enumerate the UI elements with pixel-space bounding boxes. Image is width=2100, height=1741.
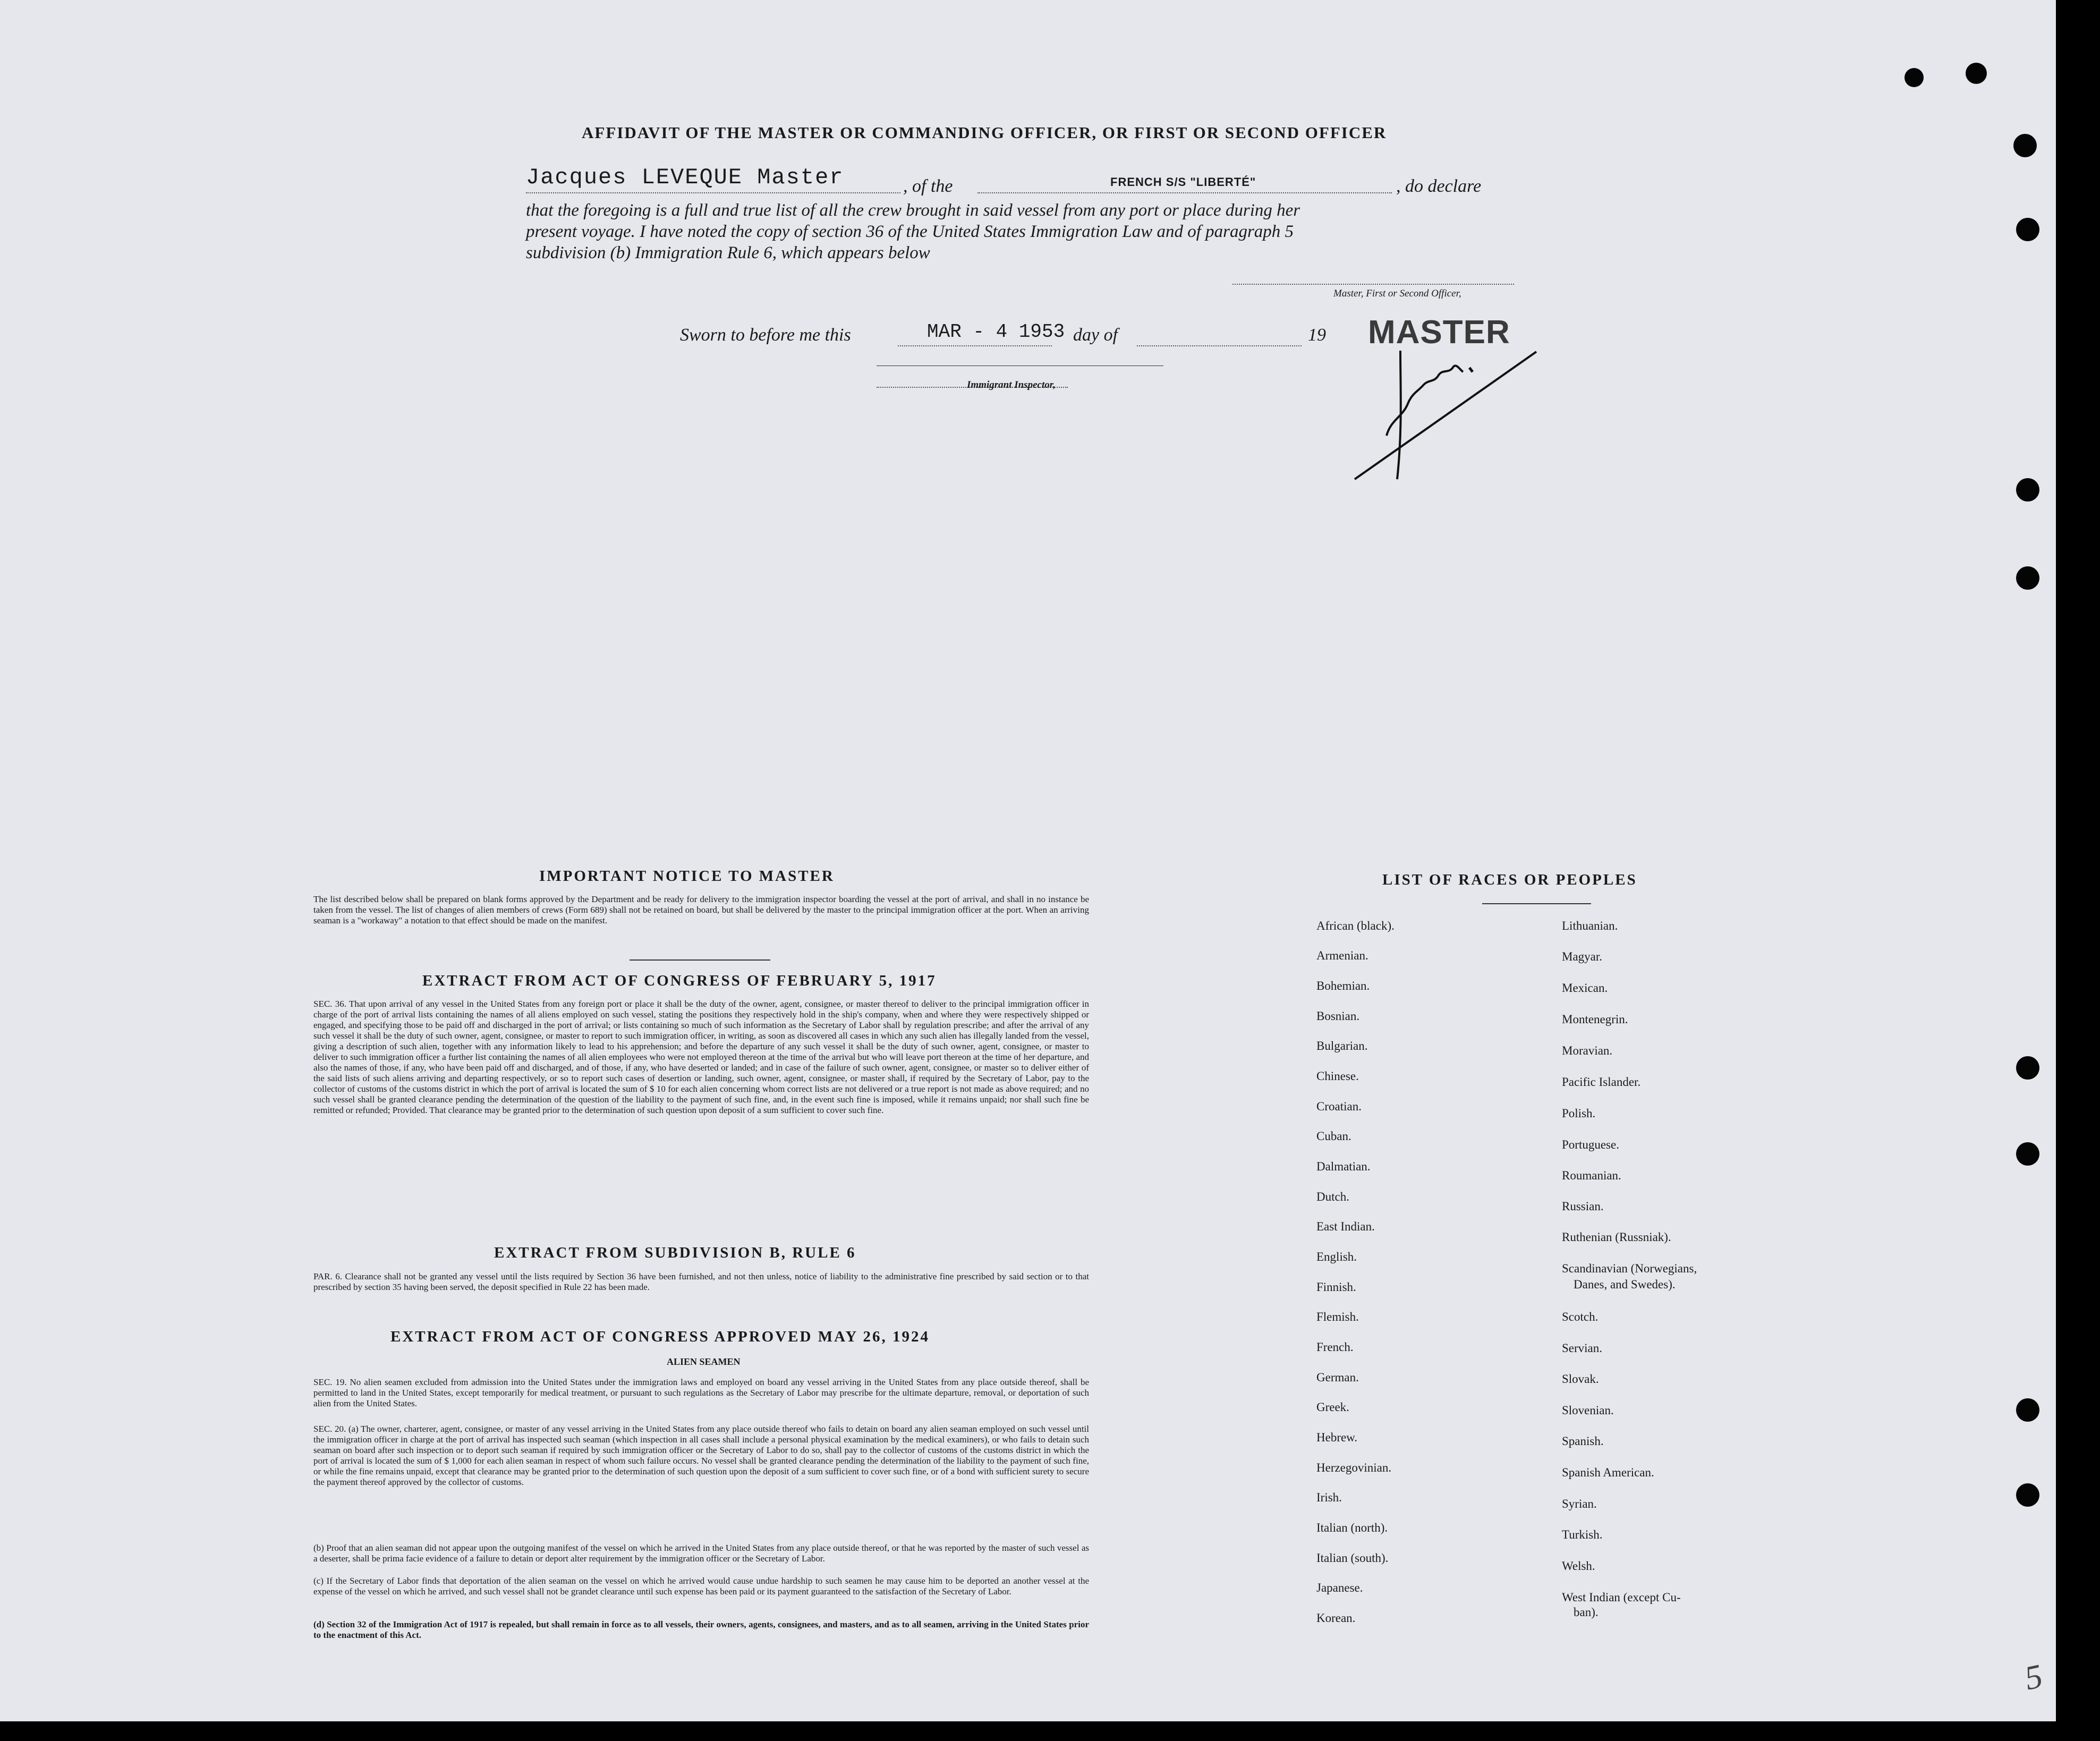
punch-hole bbox=[2016, 1056, 2039, 1080]
race-item: Bohemian. bbox=[1316, 979, 1370, 992]
race-item: African (black). bbox=[1316, 919, 1395, 932]
of-the-label: , of the bbox=[903, 176, 953, 196]
punch-hole bbox=[2016, 478, 2039, 502]
punch-hole bbox=[2013, 134, 2037, 157]
extract-1924-sec20c: (c) If the Secretary of Labor finds that deportation of the alien seaman on the vessel on which he arrived would cause undue hardship to such seamen he may cause him to be deported an another vessel at the expense of the vessel on which he arrived, and such vessel shall not be grandet clearance until such expense has been paid or its payment guaranteed to the satisfaction of the Secretary of Labor. bbox=[313, 1576, 1089, 1596]
declaration-line-3: subdivision (b) Immigration Rule 6, which appears below bbox=[526, 243, 930, 262]
race-item: Bosnian. bbox=[1316, 1009, 1360, 1023]
date-line bbox=[898, 345, 1052, 346]
officer-caption: Master, First or Second Officer, bbox=[1333, 288, 1461, 299]
margin-page-mark: 5 bbox=[2021, 1657, 2046, 1697]
race-item: Herzegovinian. bbox=[1316, 1461, 1392, 1474]
punch-hole bbox=[2016, 1398, 2039, 1422]
race-item: Italian (north). bbox=[1316, 1521, 1388, 1534]
vessel-name: FRENCH S/S "LIBERTÉ" bbox=[1110, 175, 1256, 189]
alien-seamen-subtitle: ALIEN SEAMEN bbox=[667, 1356, 741, 1367]
race-item: Pacific Islander. bbox=[1562, 1075, 1641, 1089]
race-item: Cuban. bbox=[1316, 1129, 1351, 1143]
extract-rule6-title: EXTRACT FROM SUBDIVISION B, RULE 6 bbox=[494, 1244, 856, 1261]
sworn-label: Sworn to before me this bbox=[680, 325, 851, 345]
race-item: Mexican. bbox=[1562, 981, 1608, 995]
do-declare-label: , do declare bbox=[1396, 176, 1482, 196]
race-item: Slovak. bbox=[1562, 1372, 1599, 1386]
race-item: Lithuanian. bbox=[1562, 919, 1618, 932]
race-item: Bulgarian. bbox=[1316, 1039, 1368, 1052]
extract-1917-text: SEC. 36. That upon arrival of any vessel in the United States from any foreign port or place it shall be the duty of the owner, agent, consignee, or master thereof to deliver to the principal immigration officer in charge of the port of arrival lists containing the names of all aliens employed on such vessel, stating the positions they respectively hold in the ship's company, when and where they were respectively shipped or engaged, and specifying those to be paid off and discharged in the port of arrival; or lists containing so much of such information as the Secretary of Labor shall by regulation prescribe; and after the arrival of any such vessel it shall be the duty of such owner, agent, consignee, or master to report to such immigration officer, in writing, as soon as discovered all cases in which any such alien has illegally landed from the vessel, giving a description of such alien, together with any information likely to lead to his apprehension; and before the departure of any such vessel it shall be the duty of such owner, agent, consignee, or master to deliver to such immigration officer a further list containing the names of all alien employees who were not employed thereon at the time of the arrival but who will leave port thereon at the time of her departure, and also the names of those, if any, who have been paid off and discharged, and of those, if any, who have deserted or landed; and in case of the failure of such owner, agent, consignee, or master so to deliver either of the said lists of such aliens arriving and departing respectively, or so to report such cases of desertion or landing, such owner, agent, consignee, or master shall, if required by the Secretary of Labor, pay to the collector of customs of the customs district in which the port of arrival is located the sum of $ 10 for each alien concerning whom correct lists are not delivered or a true report is not made as above required; and no such vessel shall be granted clearance pending the determination of the question of the liability to the payment of such fine, and, in the event such fine is imposed, while it remains unpaid; nor shall such fine be remitted or refunded; Provided. That clearance may be granted prior to the determination of such question upon deposit of a sum sufficient to cover such fine. bbox=[313, 999, 1089, 1115]
handwritten-signature bbox=[1349, 340, 1551, 483]
month-line bbox=[1137, 345, 1302, 346]
race-item: Italian (south). bbox=[1316, 1551, 1389, 1565]
scan-border-bottom bbox=[0, 1724, 2100, 1741]
extract-rule6-text: PAR. 6. Clearance shall not be granted any vessel until the lists required by Section 36 have been furnished, and not then unless, notice of liability to the administrative fine prescribed by said section or to that prescribed by section 35 having been served, the deposit specified in Rule 22 has been made. bbox=[313, 1271, 1089, 1292]
race-item: Russian. bbox=[1562, 1200, 1604, 1213]
extract-1924-sec19: SEC. 19. No alien seamen excluded from admission into the United States under the immigration laws and employed on board any vessel arriving in the United States from any place outside thereof, shall be permitted to land in the United States, except temporarily for medical treatment, or pursuant to such regulations as the Secretary of Labor may prescribe for the ultimate departure, removal, or deportation of such alien from the United States. bbox=[313, 1377, 1089, 1408]
notice-title: IMPORTANT NOTICE TO MASTER bbox=[539, 868, 835, 885]
master-stamp: MASTER bbox=[1368, 314, 1510, 351]
vessel-line bbox=[977, 192, 1392, 193]
race-item: Portuguese. bbox=[1562, 1138, 1619, 1151]
extract-1924-sec20d: (d) Section 32 of the Immigration Act of 1917 is repealed, but shall remain in force as to all vessels, their owners, agents, consignees, and masters, and as to all seamen, arriving in the United States prior to the enactment of this Act. bbox=[313, 1619, 1089, 1640]
race-item: Flemish. bbox=[1316, 1310, 1359, 1323]
race-item: Chinese. bbox=[1316, 1069, 1359, 1083]
race-item: Irish. bbox=[1316, 1491, 1342, 1504]
punch-hole bbox=[1905, 68, 1924, 87]
declarant-line bbox=[526, 192, 900, 193]
race-item: Welsh. bbox=[1562, 1559, 1595, 1573]
scan-border-right bbox=[2056, 0, 2100, 1741]
affidavit-title: AFFIDAVIT OF THE MASTER OR COMMANDING OFFICER, OR FIRST OR SECOND OFFICER bbox=[582, 123, 1387, 142]
extract-1924-title: EXTRACT FROM ACT OF CONGRESS APPROVED MAY 26, 1924 bbox=[390, 1328, 930, 1345]
race-item: Japanese. bbox=[1316, 1581, 1363, 1594]
declaration-line-1: that the foregoing is a full and true list of all the crew brought in said vessel from any port or place during her bbox=[526, 201, 1300, 220]
race-item: ban). bbox=[1574, 1606, 1599, 1619]
race-item: Ruthenian (Russniak). bbox=[1562, 1230, 1671, 1244]
race-item: Hebrew. bbox=[1316, 1431, 1358, 1444]
race-item: Spanish. bbox=[1562, 1434, 1604, 1448]
races-title: LIST OF RACES OR PEOPLES bbox=[1382, 871, 1637, 888]
race-item: Turkish. bbox=[1562, 1528, 1603, 1541]
race-item: Korean. bbox=[1316, 1611, 1356, 1625]
race-item: Polish. bbox=[1562, 1107, 1596, 1120]
notice-divider bbox=[630, 959, 770, 961]
race-item: West Indian (except Cu- bbox=[1562, 1591, 1681, 1604]
race-item: Scotch. bbox=[1562, 1310, 1599, 1323]
declaration-line-2: present voyage. I have noted the copy of section 36 of the United States Immigration Law and of paragraph 5 bbox=[526, 222, 1294, 241]
race-item: Dutch. bbox=[1316, 1190, 1349, 1203]
extract-1917-title: EXTRACT FROM ACT OF CONGRESS OF FEBRUARY 5, 1917 bbox=[422, 972, 937, 989]
sworn-date: MAR - 4 1953 bbox=[927, 321, 1065, 343]
race-item: Finnish. bbox=[1316, 1280, 1356, 1294]
race-item: Slovenian. bbox=[1562, 1404, 1614, 1417]
declarant-name: Jacques LEVEQUE Master bbox=[526, 165, 844, 190]
races-divider bbox=[1482, 903, 1591, 904]
race-item: Armenian. bbox=[1316, 949, 1368, 962]
race-item: Magyar. bbox=[1562, 950, 1603, 963]
punch-hole bbox=[2016, 218, 2039, 241]
race-item: Roumanian. bbox=[1562, 1169, 1621, 1182]
officer-signature-line bbox=[1232, 284, 1514, 285]
year-prefix: 19 bbox=[1308, 325, 1326, 345]
race-item: English. bbox=[1316, 1250, 1357, 1263]
race-item: Spanish American. bbox=[1562, 1466, 1654, 1479]
inspector-caption: Immigrant Inspector, bbox=[967, 379, 1056, 390]
race-item: French. bbox=[1316, 1340, 1354, 1354]
race-item: Scandinavian (Norwegians, bbox=[1562, 1262, 1697, 1275]
race-item: Moravian. bbox=[1562, 1044, 1613, 1057]
punch-hole bbox=[2016, 1483, 2039, 1507]
race-item: Croatian. bbox=[1316, 1100, 1362, 1113]
race-item: Greek. bbox=[1316, 1400, 1349, 1414]
race-item: Syrian. bbox=[1562, 1497, 1597, 1510]
punch-hole bbox=[1966, 63, 1987, 84]
punch-hole bbox=[2016, 1142, 2039, 1166]
extract-1924-sec20a: SEC. 20. (a) The owner, charterer, agent, consignee, or master of any vessel arriving in the United States from any place outside thereof who fails to detain on board any alien seaman employed on such vessel until the immigration officer in charge at the port of arrival has inspected such seaman (which inspection in all cases shall include a personal physical examination by the medical examiners), or who fails to detain such seaman on board after such inspection or to deport such seaman if required by such immigration officer or the Secretary of Labor to do so, shall pay to the collector of customs of the customs district in which the port of arrival is located the sum of $ 1,000 for each alien seaman in respect of whom such failure occurs. No vessel shall be granted clearance pending the determination of the liability to the payment of such fine, or while the fine remains unpaid, except that clearance may be granted prior to the determination of such question upon the deposit of a sum sufficient to cover such fine, or of a bond with sufficient surety to secure the payment thereof approved by the collector of customs. bbox=[313, 1424, 1089, 1487]
extract-1924-sec20b: (b) Proof that an alien seaman did not appear upon the outgoing manifest of the vessel on which he arrived in the United States from any place outside thereof, or that he was reported by the master of such vessel as a deserter, shall be prima facie evidence of a failure to detain or deport alter requirement by the immigration officer or the Secretary of Labor. bbox=[313, 1543, 1089, 1564]
punch-hole bbox=[2016, 566, 2039, 590]
notice-text: The list described below shall be prepared on blank forms approved by the Department and be ready for delivery to the immigration inspector boarding the vessel at the port of arrival, and shall in no instance be taken from the vessel. The list of changes of alien members of crews (Form 689) shall not be retained on board, but shall be delivered by the master to the principal immigration officer at the port. When an arriving seaman is a "workaway" a notation to that effect should be made on the manifest. bbox=[313, 894, 1089, 925]
race-item: Montenegrin. bbox=[1562, 1013, 1628, 1026]
race-item: Servian. bbox=[1562, 1341, 1603, 1355]
race-item: Dalmatian. bbox=[1316, 1160, 1371, 1173]
race-item: East Indian. bbox=[1316, 1220, 1375, 1233]
day-of-label: day of bbox=[1073, 325, 1118, 345]
race-item: Danes, and Swedes). bbox=[1574, 1278, 1676, 1291]
race-item: German. bbox=[1316, 1371, 1359, 1384]
